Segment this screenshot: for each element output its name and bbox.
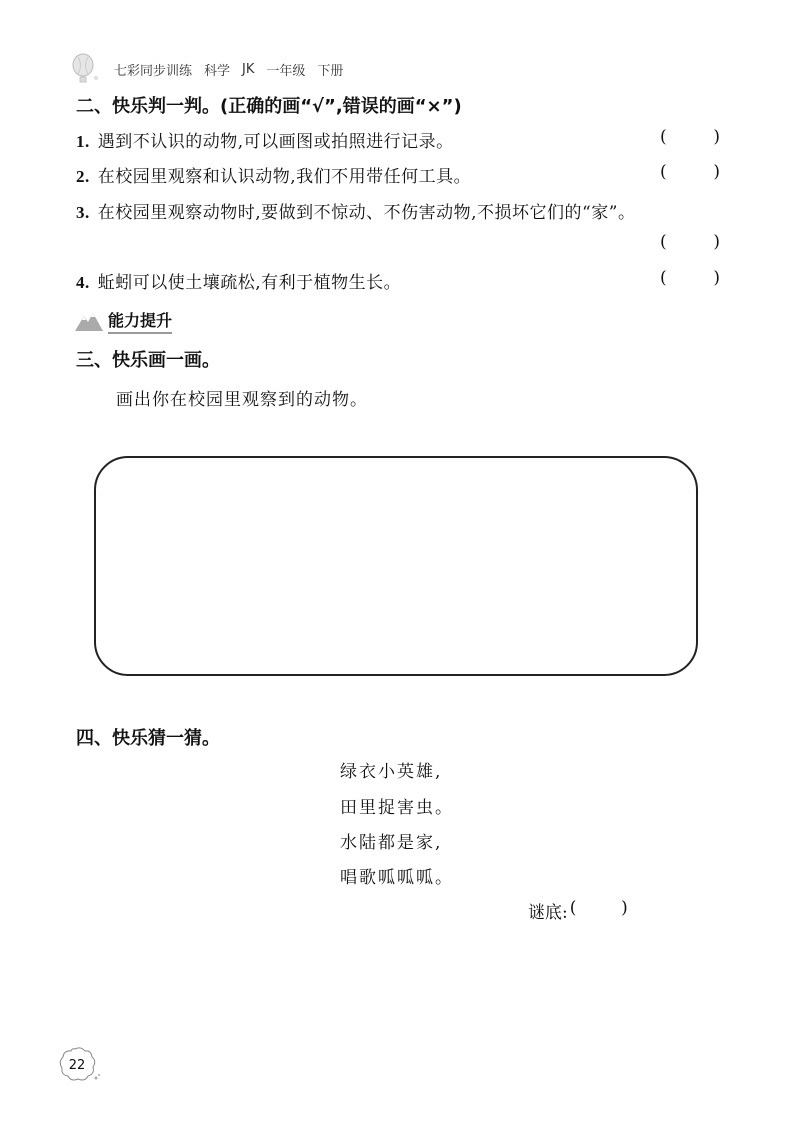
ability-label: 能力提升	[108, 308, 172, 334]
riddle-line-3: 水陆都是家,	[340, 833, 443, 853]
answer-blank-1[interactable]: ( )	[660, 127, 720, 147]
section2-title: 二、快乐判一判。(正确的画“√”,错误的画“×”)	[76, 96, 462, 117]
volume-name: 下册	[317, 63, 344, 79]
series-name: 七彩同步训练	[114, 63, 193, 79]
edition-name: JK	[242, 61, 255, 77]
draw-instruction: 画出你在校园里观察到的动物。	[116, 390, 368, 410]
answer-blank-4[interactable]: ( )	[660, 268, 720, 288]
balloon-logo-icon	[68, 52, 102, 86]
section4-title: 四、快乐猜一猜。	[76, 728, 220, 749]
question-item-4: 4. 蚯蚓可以使土壤疏松,有利于植物生长。	[76, 273, 402, 293]
riddle-line-4: 唱歌呱呱呱。	[340, 868, 454, 888]
mountain-icon	[74, 310, 104, 332]
drawing-area[interactable]	[94, 456, 698, 676]
ability-heading	[74, 308, 172, 334]
page-number: 22	[62, 1050, 92, 1080]
question-item-1: 1. 遇到不认识的动物,可以画图或拍照进行记录。	[76, 132, 454, 152]
riddle-answer	[528, 898, 628, 923]
page-header	[68, 52, 355, 86]
riddle-line-1: 绿衣小英雄,	[340, 762, 443, 782]
answer-blank-3[interactable]: ( )	[660, 232, 720, 252]
answer-label: 谜底:	[528, 903, 568, 923]
question-item-2: 2. 在校园里观察和认识动物,我们不用带任何工具。	[76, 167, 472, 187]
answer-blank[interactable]: ( )	[569, 898, 628, 918]
riddle-line-2: 田里捉害虫。	[340, 798, 454, 818]
grade-name: 一年级	[266, 63, 306, 79]
subject-name: 科学	[204, 63, 231, 79]
question-item-3: 3. 在校园里观察动物时,要做到不惊动、不伤害动物,不损坏它们的“家”。	[76, 203, 636, 223]
section3-title: 三、快乐画一画。	[76, 350, 220, 371]
answer-blank-2[interactable]: ( )	[660, 162, 720, 182]
